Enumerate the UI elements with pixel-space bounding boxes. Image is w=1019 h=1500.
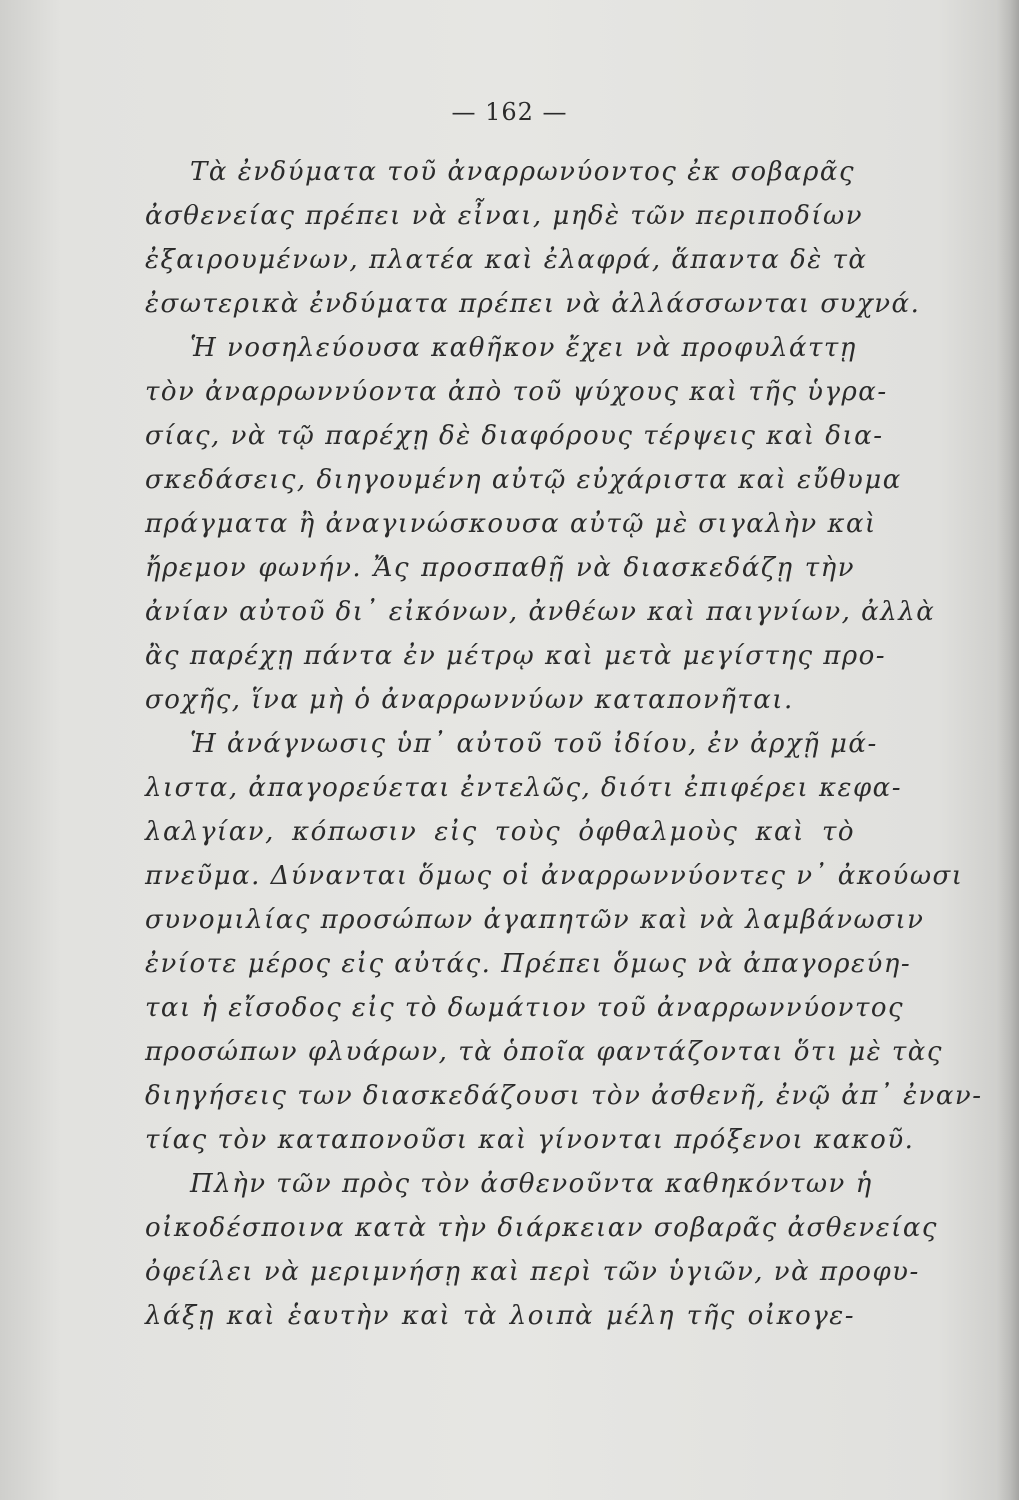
text-line: ἐξαιρουμένων, πλατέα καὶ ἐλαφρά, ἅπαντα δὲ τὰ (145, 245, 868, 275)
text-line: ἀσθενείας πρέπει νὰ εἶναι, μηδὲ τῶν περιποδίων (145, 201, 864, 231)
text-line: προσώπων φλυάρων, τὰ ὁποῖα φαντάζονται ὅτι μὲ τὰς (145, 1037, 943, 1067)
body-text (145, 150, 983, 1338)
page-fold-shadow (997, 0, 1019, 1500)
text-line: οἰκοδέσποινα κατὰ τὴν διάρκειαν σοβαρᾶς ἀσθενείας (145, 1213, 938, 1243)
text-line: ται ἡ εἴσοδος εἰς τὸ δωμάτιον τοῦ ἀναρρωννύοντος (145, 993, 905, 1023)
text-line: Τὰ ἐνδύματα τοῦ ἀναρρωνύοντος ἐκ σοβαρᾶς (190, 157, 855, 187)
text-line: ἤρεμον φωνήν. Ἄς προσπαθῇ νὰ διασκεδάζῃ τὴν (145, 553, 855, 583)
text-line: λάξῃ καὶ ἑαυτὴν καὶ τὰ λοιπὰ μέλη τῆς οἰκογε- (145, 1301, 855, 1331)
text-line: τὸν ἀναρρωννύοντα ἀπὸ τοῦ ψύχους καὶ τῆς ὑγρα- (145, 377, 888, 407)
text-line: Ἡ ἀνάγνωσις ὑπ᾽ αὐτοῦ τοῦ ἰδίου, ἐν ἀρχῇ μά- (190, 729, 878, 759)
text-line: λιστα, ἀπαγορεύεται ἐντελῶς, διότι ἐπιφέρει κεφα- (145, 773, 903, 803)
text-line: Πλὴν τῶν πρὸς τὸν ἀσθενοῦντα καθηκόντων ἡ (190, 1169, 873, 1199)
text-line: Ἡ νοσηλεύουσα καθῆκον ἔχει νὰ προφυλάττῃ (190, 333, 857, 363)
text-line: σοχῆς, ἵνα μὴ ὁ ἀναρρωννύων καταπονῆται. (145, 685, 794, 715)
text-line: πνεῦμα. Δύνανται ὅμως οἱ ἀναρρωννύοντες ν᾽ ἀκούωσι (145, 861, 964, 891)
text-line: ἐνίοτε μέρος εἰς αὐτάς. Πρέπει ὅμως νὰ ἀπαγορεύη- (145, 949, 912, 979)
text-line: πράγματα ἢ ἀναγινώσκουσα αὐτῷ μὲ σιγαλὴν καὶ (145, 509, 877, 539)
text-line: ἀνίαν αὐτοῦ δι᾽ εἰκόνων, ἀνθέων καὶ παιγνίων, ἀλλὰ (145, 597, 936, 627)
text-line: ἐσωτερικὰ ἐνδύματα πρέπει νὰ ἀλλάσσωνται συχνά. (145, 289, 921, 319)
text-line: σίας, νὰ τῷ παρέχῃ δὲ διαφόρους τέρψεις καὶ δια- (145, 421, 884, 451)
text-line: λαλγίαν, κόπωσιν εἰς τοὺς ὀφθαλμοὺς καὶ τὸ (145, 817, 855, 847)
page-number: — 162 — (451, 98, 568, 126)
text-line: ὀφείλει νὰ μεριμνήσῃ καὶ περὶ τῶν ὑγιῶν, νὰ προφυ- (145, 1257, 920, 1287)
text-line: τίας τὸν καταπονοῦσι καὶ γίνονται πρόξενοι κακοῦ. (145, 1125, 915, 1155)
text-line: σκεδάσεις, διηγουμένη αὐτῷ εὐχάριστα καὶ εὔθυμα (145, 465, 902, 495)
text-line: ἂς παρέχῃ πάντα ἐν μέτρῳ καὶ μετὰ μεγίστης προ- (145, 641, 887, 671)
text-line: διηγήσεις των διασκεδάζουσι τὸν ἀσθενῆ, ἐνῷ ἀπ᾽ ἐναν- (145, 1081, 983, 1111)
text-line: συνομιλίας προσώπων ἀγαπητῶν καὶ νὰ λαμβάνωσιν (145, 905, 925, 935)
